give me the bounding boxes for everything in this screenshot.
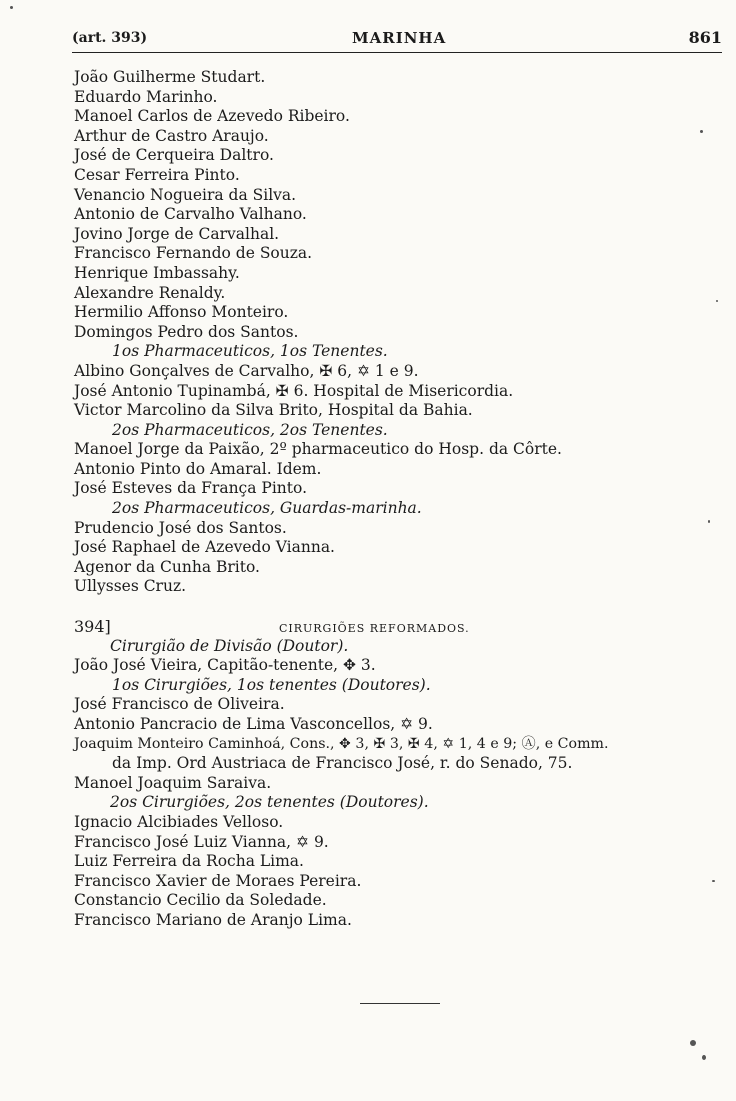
list-item: Francisco José Luiz Vianna, ✡ 9. — [74, 832, 329, 851]
list-item: Francisco Fernando de Souza. — [74, 244, 313, 263]
list-item: Venancio Nogueira da Silva. — [74, 185, 297, 204]
running-title: MARINHA — [352, 29, 447, 47]
print-speck — [708, 520, 710, 523]
page-header — [72, 26, 722, 53]
list-item: Manoel Jorge da Paixão, 2º pharmaceutico do Hosp. da Côrte. — [74, 440, 562, 459]
subheading: 2os Pharmaceuticos, Guardas-marinha. — [112, 499, 422, 518]
list-item: Constancio Cecilio da Soledade. — [74, 891, 327, 910]
list-item: Alexandre Renaldy. — [74, 283, 226, 302]
print-speck — [690, 1040, 696, 1046]
print-speck — [702, 1055, 706, 1060]
list-item: José Esteves da França Pinto. — [74, 479, 307, 498]
list-item: Hermilio Affonso Monteiro. — [74, 303, 289, 322]
list-item: João Guilherme Studart. — [74, 68, 266, 86]
page-number: 861 — [688, 28, 722, 47]
list-item: Francisco Xavier de Moraes Pereira. — [74, 871, 362, 890]
subheading: 2os Cirurgiões, 2os tenentes (Doutores). — [110, 793, 429, 812]
print-speck — [10, 6, 13, 9]
print-speck — [700, 130, 703, 133]
list-item: Jovino Jorge de Carvalhal. — [74, 224, 280, 243]
list-item: Henrique Imbassahy. — [74, 263, 240, 282]
print-speck — [712, 880, 715, 882]
list-item: Victor Marcolino da Silva Brito, Hospital da Bahia. — [74, 401, 473, 420]
list-item: Antonio Pinto do Amaral. Idem. — [74, 459, 322, 478]
list-item: Agenor da Cunha Brito. — [74, 557, 260, 576]
subheading: 1os Pharmaceuticos, 1os Tenentes. — [112, 342, 388, 361]
print-speck — [716, 300, 718, 302]
closing-rule — [360, 1003, 440, 1004]
subheading: 1os Cirurgiões, 1os tenentes (Doutores). — [112, 675, 431, 694]
list-item: José de Cerqueira Daltro. — [74, 146, 274, 165]
list-item: Antonio Pancracio de Lima Vasconcellos, ✡ 9. — [74, 715, 433, 733]
list-item: Francisco Mariano de Aranjo Lima. — [74, 910, 352, 929]
subheading: Cirurgião de Divisão (Doutor). — [110, 636, 349, 655]
list-item: Manoel Carlos de Azevedo Ribeiro. — [74, 107, 350, 126]
page-body — [74, 68, 724, 931]
list-item: Joaquim Monteiro Caminhoá, Cons., ✥ 3, ✠ 3, ✠ 4, ✡ 1, 4 e 9; Ⓐ, e Comm. — [74, 735, 609, 752]
list-item: Albino Gonçalves de Carvalho, ✠ 6, ✡ 1 e 9. — [74, 361, 419, 380]
list-item: Eduardo Marinho. — [74, 87, 218, 106]
list-item: Manoel Joaquim Saraiva. — [74, 773, 272, 792]
list-item: Luiz Ferreira da Rocha Lima. — [74, 852, 304, 871]
section-heading — [74, 617, 724, 637]
list-item: João José Vieira, Capitão-tenente, ✥ 3. — [74, 656, 376, 675]
list-item: José Francisco de Oliveira. — [74, 695, 285, 714]
section-title: CIRURGIÕES REFORMADOS. — [278, 622, 470, 636]
list-item: Domingos Pedro dos Santos. — [74, 322, 299, 341]
list-item: Cesar Ferreira Pinto. — [74, 165, 240, 184]
list-item: Antonio de Carvalho Valhano. — [74, 205, 307, 224]
article-reference: (art. 393) — [72, 30, 148, 46]
list-item: Ignacio Alcibiades Velloso. — [74, 812, 284, 831]
section-number: 394] — [74, 617, 111, 637]
list-item: Ullysses Cruz. — [74, 577, 187, 596]
list-item: José Antonio Tupinambá, ✠ 6. Hospital de Misericordia. — [74, 381, 514, 400]
list-item: Prudencio José dos Santos. — [74, 518, 287, 537]
list-item: José Raphael de Azevedo Vianna. — [74, 538, 335, 557]
list-item: Arthur de Castro Araujo. — [74, 126, 269, 145]
subheading: 2os Pharmaceuticos, 2os Tenentes. — [112, 420, 388, 439]
list-item-continuation: da Imp. Ord Austriaca de Francisco José, r. do Senado, 75. — [112, 754, 573, 773]
